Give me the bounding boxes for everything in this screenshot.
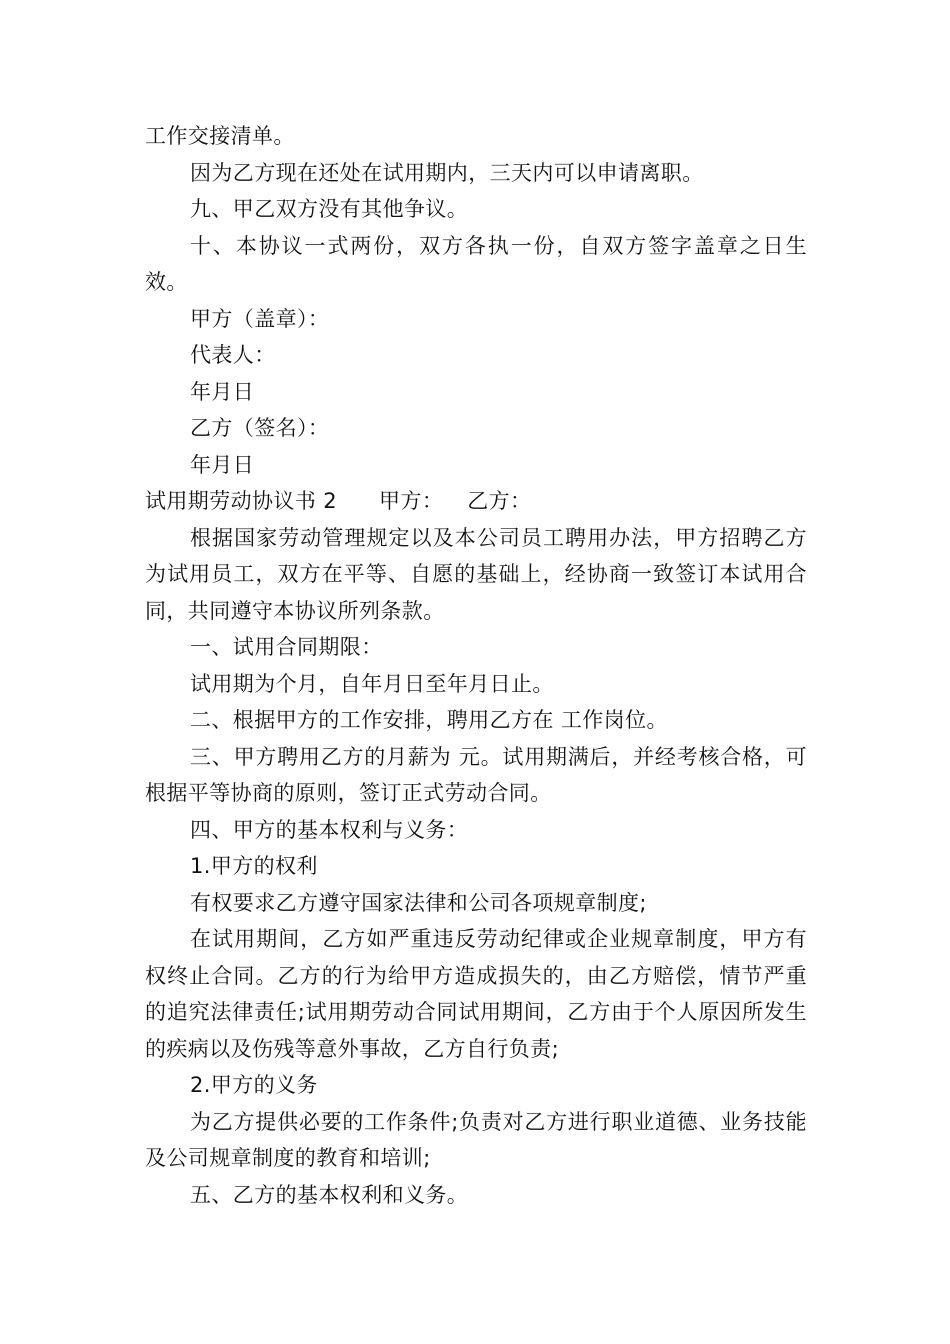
clause-five-heading: 五、乙方的基本权利和义务。 bbox=[190, 1182, 469, 1207]
representative-line: 代表人： bbox=[190, 343, 276, 367]
party-a-seal-line: 甲方（盖章）： bbox=[190, 306, 330, 331]
party-b-label: 乙方： bbox=[467, 489, 532, 513]
clause-ten: 十、本协议一式两份，双方各执一份，自双方签字盖章之日生效。 bbox=[145, 233, 807, 294]
clause-two: 二、根据甲方的工作安排，聘用乙方在 工作岗位。 bbox=[190, 708, 668, 732]
clause-one-body: 试用期为个月，自年月日至年月日止。 bbox=[190, 671, 554, 696]
paragraph-handover-list: 工作交接清单。 bbox=[145, 124, 295, 148]
clause-nine: 九、甲乙双方没有其他争议。 bbox=[190, 197, 469, 221]
clause-one-heading: 一、试用合同期限： bbox=[190, 635, 383, 659]
party-a-rights-item-1: 有权要求乙方遵守国家法律和公司各项规章制度; bbox=[190, 890, 647, 915]
party-a-label: 甲方： bbox=[379, 489, 444, 513]
party-a-rights-heading: 1.甲方的权利 bbox=[190, 854, 318, 878]
party-a-rights-item-2: 在试用期间，乙方如严重违反劳动纪律或企业规章制度，甲方有权终止合同。乙方的行为给甲方造成损失的，由乙方赔偿，情节严重的追究法律责任;试用期劳动合同试用期间，乙方由于个人原因所发生的疾病以及伤残等意外事故，乙方自行负责; bbox=[145, 927, 807, 1061]
party-a-duties-item-1: 为乙方提供必要的工作条件;负责对乙方进行职业道德、业务技能及公司规章制度的教育和培训; bbox=[145, 1109, 807, 1170]
date-line-b: 年月日 bbox=[190, 452, 255, 477]
date-line-a: 年月日 bbox=[190, 379, 255, 404]
party-b-signature-line: 乙方（签名）： bbox=[190, 416, 330, 440]
clause-four-heading: 四、甲方的基本权利与义务： bbox=[190, 817, 469, 842]
document-body bbox=[145, 118, 807, 1213]
section-heading bbox=[145, 483, 807, 520]
clause-three: 三、甲方聘用乙方的月薪为 元。试用期满后，并经考核合格，可根据平等协商的原则，签订正式劳动合同。 bbox=[145, 744, 807, 805]
paragraph-probation-resign: 因为乙方现在还处在试用期内，三天内可以申请离职。 bbox=[190, 160, 704, 185]
section-title: 试用期劳动协议书 2 bbox=[145, 489, 338, 513]
party-a-duties-heading: 2.甲方的义务 bbox=[190, 1073, 318, 1097]
paragraph-preamble: 根据国家劳动管理规定以及本公司员工聘用办法，甲方招聘乙方为试用员工，双方在平等、自愿的基础上，经协商一致签订本试用合同，共同遵守本协议所列条款。 bbox=[145, 525, 807, 623]
